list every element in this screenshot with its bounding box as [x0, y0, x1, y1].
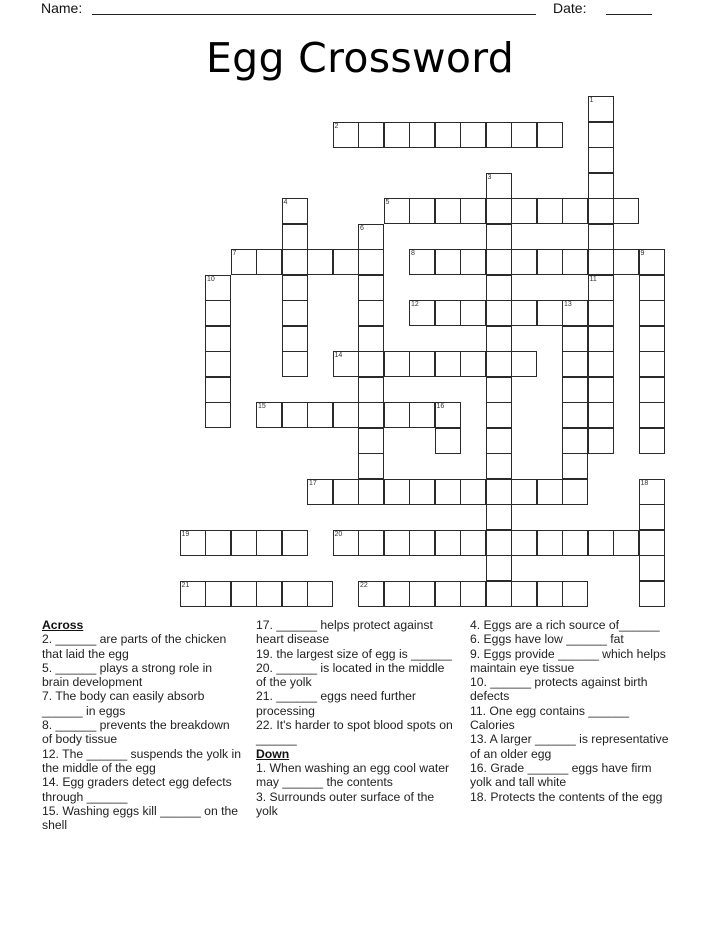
crossword-cell[interactable]: [511, 198, 537, 224]
clue-number: 4: [283, 199, 288, 206]
crossword-cell[interactable]: [282, 275, 308, 301]
crossword-cell[interactable]: [486, 275, 512, 301]
crossword-cell[interactable]: [384, 351, 410, 377]
clue-item-text: Grade ______ eggs have firm yolk and tall white: [470, 760, 652, 790]
crossword-cell[interactable]: [486, 453, 512, 479]
clue-item: [470, 675, 670, 704]
name-label: Name:: [41, 0, 83, 16]
clue-number: 10: [207, 275, 215, 283]
crossword-cell[interactable]: [358, 249, 384, 275]
clue-item: [42, 804, 242, 833]
crossword-cell[interactable]: [562, 249, 588, 275]
clue-item: [42, 718, 242, 747]
crossword-cell[interactable]: [639, 504, 665, 530]
crossword-cell[interactable]: [537, 249, 563, 275]
clue-item: [256, 689, 456, 718]
crossword-cell[interactable]: [537, 581, 563, 607]
date-label: Date:: [553, 0, 587, 16]
crossword-cell[interactable]: [588, 402, 614, 428]
crossword-cell[interactable]: [333, 402, 359, 428]
crossword-cell[interactable]: [435, 300, 461, 326]
crossword-cell[interactable]: [588, 147, 614, 173]
crossword-cell[interactable]: [384, 479, 410, 505]
crossword-cell[interactable]: [639, 402, 665, 428]
clue-number: 7: [232, 250, 237, 257]
clues-column-2: [256, 618, 456, 818]
clue-item-number: 11.: [470, 703, 487, 718]
clue-item-number: 19.: [256, 646, 273, 661]
crossword-cell[interactable]: [282, 198, 308, 224]
crossword-cell[interactable]: [460, 479, 486, 505]
crossword-cell[interactable]: [562, 453, 588, 479]
clue-number: 22: [360, 581, 368, 589]
clue-item-number: 18.: [470, 789, 487, 804]
clue-item-number: 10.: [470, 675, 487, 690]
clue-item-number: 9.: [470, 646, 481, 661]
crossword-cell[interactable]: [639, 530, 665, 556]
crossword-cell[interactable]: [435, 530, 461, 556]
crossword-cell[interactable]: [435, 581, 461, 607]
crossword-cell[interactable]: [435, 351, 461, 377]
crossword-cell[interactable]: [588, 377, 614, 403]
crossword-cell[interactable]: [256, 249, 282, 275]
clue-item-number: 5.: [42, 660, 53, 675]
clue-number: 20: [334, 530, 343, 538]
crossword-cell[interactable]: [460, 122, 486, 148]
crossword-cell[interactable]: [639, 300, 665, 326]
clue-number: 13: [564, 301, 572, 308]
crossword-cell[interactable]: [486, 122, 512, 148]
crossword-cell[interactable]: [511, 300, 537, 326]
crossword-cell[interactable]: [282, 351, 308, 377]
crossword-cell[interactable]: [384, 530, 410, 556]
clue-number: 1: [589, 97, 594, 104]
crossword-cell[interactable]: [613, 198, 639, 224]
clues-column-1: [42, 618, 242, 832]
crossword-cell[interactable]: [282, 249, 308, 275]
clue-number: 11: [589, 275, 597, 283]
crossword-cell[interactable]: [562, 351, 588, 377]
clue-item: [470, 618, 670, 632]
crossword-cell[interactable]: [588, 198, 614, 224]
clue-item: [470, 647, 670, 676]
crossword-cell[interactable]: [435, 122, 461, 148]
crossword-cell[interactable]: [282, 300, 308, 326]
crossword-cell[interactable]: [282, 530, 308, 556]
crossword-cell[interactable]: [486, 173, 512, 199]
crossword-cell[interactable]: [358, 275, 384, 301]
clue-item-text: Washing eggs kill ______ on the shell: [42, 803, 239, 833]
clue-item-text: Surrounds outer surface of the yolk: [256, 789, 435, 818]
clue-item-number: 20.: [256, 660, 273, 675]
crossword-cell[interactable]: [460, 300, 486, 326]
crossword-cell[interactable]: [282, 402, 308, 428]
crossword-cell[interactable]: [588, 275, 614, 301]
crossword-cell[interactable]: [588, 122, 614, 148]
page-title: Egg Crossword: [205, 34, 515, 82]
crossword-cell[interactable]: [460, 581, 486, 607]
crossword-cell[interactable]: [307, 249, 333, 275]
crossword-cell[interactable]: [333, 351, 359, 377]
crossword-cell[interactable]: [358, 300, 384, 326]
clue-item-number: 4.: [470, 618, 481, 632]
crossword-cell[interactable]: [435, 198, 461, 224]
crossword-cell[interactable]: [384, 581, 410, 607]
clues-column-3: [470, 618, 670, 804]
clue-item-number: 2.: [42, 632, 53, 647]
clue-number: 9: [640, 250, 645, 257]
crossword-cell[interactable]: [435, 402, 461, 428]
clue-number: 21: [181, 581, 190, 589]
clue-number: 19: [181, 530, 190, 538]
crossword-cell[interactable]: [486, 300, 512, 326]
clue-item-text: It's harder to spot blood spots on ______: [256, 718, 453, 747]
crossword-cell[interactable]: [588, 300, 614, 326]
crossword-cell[interactable]: [613, 249, 639, 275]
across-clue-list: [42, 632, 242, 832]
crossword-cell[interactable]: [358, 326, 384, 352]
crossword-cell[interactable]: [460, 198, 486, 224]
crossword-cell[interactable]: [588, 428, 614, 454]
crossword-cell[interactable]: [588, 326, 614, 352]
clue-number: 16: [436, 403, 445, 410]
crossword-cell[interactable]: [205, 300, 231, 326]
clue-item-number: 22.: [256, 718, 273, 733]
crossword-cell[interactable]: [486, 326, 512, 352]
crossword-cell[interactable]: [231, 530, 257, 556]
crossword-cell[interactable]: [307, 581, 333, 607]
crossword-cell[interactable]: [562, 428, 588, 454]
clue-number: 8: [411, 250, 415, 257]
crossword-cell[interactable]: [588, 173, 614, 199]
clue-number: 6: [360, 224, 364, 232]
crossword-cell[interactable]: [588, 351, 614, 377]
clue-item: [256, 647, 456, 661]
crossword-cell[interactable]: [511, 479, 537, 505]
clue-item-number: 7.: [42, 689, 53, 704]
crossword-cell[interactable]: [562, 479, 588, 505]
clue-item-text: When washing an egg cool water may ______ the contents: [256, 760, 450, 790]
crossword-cell[interactable]: [588, 249, 614, 275]
crossword-cell[interactable]: [180, 581, 206, 607]
clue-item: [256, 718, 456, 747]
clue-item-number: 14.: [42, 775, 59, 790]
crossword-cell[interactable]: [639, 555, 665, 581]
crossword-cell[interactable]: [537, 198, 563, 224]
crossword-cell[interactable]: [588, 96, 614, 122]
crossword-cell[interactable]: [205, 402, 231, 428]
crossword-cell[interactable]: [358, 377, 384, 403]
clue-item: [256, 761, 456, 790]
crossword-cell[interactable]: [409, 479, 435, 505]
clue-item-text: One egg contains ______ Calories: [470, 703, 630, 733]
clue-item-text: ______ protects against birth defects: [470, 675, 648, 704]
clue-item: [42, 632, 242, 661]
crossword-cell[interactable]: [358, 122, 384, 148]
crossword-cell[interactable]: [639, 479, 665, 505]
crossword-cell[interactable]: [409, 581, 435, 607]
crossword-cell[interactable]: [537, 300, 563, 326]
crossword-cell[interactable]: [205, 530, 231, 556]
clue-item: [470, 732, 670, 761]
clue-item-number: 1.: [256, 760, 267, 775]
crossword-cell[interactable]: [486, 198, 512, 224]
clue-item-text: ______ plays a strong role in brain development: [42, 660, 213, 690]
crossword-cell[interactable]: [409, 402, 435, 428]
crossword-cell[interactable]: [358, 402, 384, 428]
crossword-cell[interactable]: [231, 581, 257, 607]
clue-item-text: Eggs provide ______ which helps maintain eye tissue: [470, 646, 666, 675]
crossword-cell[interactable]: [511, 581, 537, 607]
clue-item-text: ______ are parts of the chicken that laid the egg: [42, 632, 227, 661]
crossword-cell[interactable]: [537, 530, 563, 556]
crossword-cell[interactable]: [358, 428, 384, 454]
crossword-cell[interactable]: [435, 479, 461, 505]
crossword-cell[interactable]: [639, 326, 665, 352]
crossword-cell[interactable]: [486, 224, 512, 250]
crossword-cell[interactable]: [639, 351, 665, 377]
crossword-cell[interactable]: [562, 326, 588, 352]
crossword-cell[interactable]: [562, 377, 588, 403]
clue-item: [42, 747, 242, 776]
clue-number: 15: [258, 403, 266, 410]
crossword-cell[interactable]: [588, 224, 614, 250]
crossword-cell[interactable]: [435, 428, 461, 454]
crossword-cell[interactable]: [486, 402, 512, 428]
clue-item-number: 3.: [256, 789, 267, 804]
clue-item: [470, 704, 670, 733]
crossword-cell[interactable]: [256, 530, 282, 556]
clue-item: [42, 775, 242, 804]
clue-item: [42, 689, 242, 718]
crossword-cell[interactable]: [282, 326, 308, 352]
crossword-cell[interactable]: [562, 530, 588, 556]
clue-item-number: 16.: [470, 760, 487, 775]
crossword-cell[interactable]: [409, 351, 435, 377]
crossword-cell[interactable]: [384, 198, 410, 224]
crossword-cell[interactable]: [358, 224, 384, 250]
crossword-cell[interactable]: [358, 530, 384, 556]
crossword-cell[interactable]: [511, 351, 537, 377]
clue-item-text: Egg graders detect egg defects through ______: [42, 775, 232, 804]
crossword-cell[interactable]: [486, 351, 512, 377]
crossword-cell[interactable]: [409, 300, 435, 326]
down-heading: Down: [256, 746, 290, 761]
crossword-cell[interactable]: [639, 275, 665, 301]
clue-item-text: the largest size of egg is ______: [272, 646, 452, 661]
crossword-cell[interactable]: [486, 479, 512, 505]
crossword-cell[interactable]: [639, 377, 665, 403]
crossword-cell[interactable]: [205, 326, 231, 352]
crossword-cell[interactable]: [409, 198, 435, 224]
clue-item: [470, 790, 670, 804]
clue-item-number: 6.: [470, 632, 481, 647]
clue-item-text: The body can easily absorb ______ in eggs: [42, 689, 205, 718]
crossword-cell[interactable]: [486, 249, 512, 275]
clue-item: [470, 761, 670, 790]
crossword-cell[interactable]: [486, 530, 512, 556]
clue-number: 12: [411, 301, 419, 308]
clue-item-number: 12.: [42, 746, 59, 761]
crossword-cell[interactable]: [205, 581, 231, 607]
clue-number: 3: [487, 173, 492, 181]
clue-number: 2: [334, 122, 339, 130]
crossword-cell[interactable]: [358, 581, 384, 607]
crossword-cell[interactable]: [205, 275, 231, 301]
crossword-cell[interactable]: [537, 122, 563, 148]
crossword-cell[interactable]: [460, 530, 486, 556]
crossword-cell[interactable]: [307, 402, 333, 428]
clue-item-text: A larger ______ is representative of an older egg: [470, 732, 669, 761]
across-heading: Across: [42, 618, 84, 632]
crossword-cell[interactable]: [486, 504, 512, 530]
clue-item-number: 13.: [470, 732, 487, 747]
crossword-cell[interactable]: [333, 479, 359, 505]
crossword-cell[interactable]: [384, 122, 410, 148]
clue-number: 5: [385, 199, 390, 206]
crossword-cell[interactable]: [358, 479, 384, 505]
down-clue-list: [256, 761, 456, 818]
clue-item-number: 21.: [256, 689, 273, 704]
clue-item: [256, 661, 456, 690]
crossword-cell[interactable]: [282, 581, 308, 607]
crossword-cell[interactable]: [409, 122, 435, 148]
clue-item: [256, 618, 456, 647]
crossword-cell[interactable]: [486, 581, 512, 607]
crossword-cell[interactable]: [435, 249, 461, 275]
crossword-cell[interactable]: [639, 249, 665, 275]
crossword-cell[interactable]: [562, 402, 588, 428]
crossword-cell[interactable]: [639, 428, 665, 454]
clue-item-text: The ______ suspends the yolk in the middle of the egg: [42, 746, 241, 775]
crossword-cell[interactable]: [409, 530, 435, 556]
crossword-cell[interactable]: [409, 249, 435, 275]
clue-number: 18: [640, 479, 649, 487]
crossword-cell[interactable]: [511, 530, 537, 556]
crossword-cell[interactable]: [205, 377, 231, 403]
crossword-cell[interactable]: [384, 402, 410, 428]
crossword-cell[interactable]: [562, 581, 588, 607]
crossword-cell[interactable]: [231, 249, 257, 275]
clue-item-text: ______ helps protect against heart disease: [256, 618, 433, 647]
crossword-cell[interactable]: [358, 453, 384, 479]
clue-item-text: ______ is located in the middle of the yolk: [256, 660, 445, 690]
clue-number: 17: [309, 479, 317, 487]
crossword-cell[interactable]: [511, 122, 537, 148]
clue-item-text: Eggs are a rich source of______: [480, 618, 660, 632]
crossword-cell[interactable]: [333, 249, 359, 275]
clue-item-text: Eggs have low ______ fat: [480, 632, 624, 647]
crossword-cell[interactable]: [588, 530, 614, 556]
clue-item-number: 17.: [256, 618, 273, 632]
crossword-cell[interactable]: [307, 479, 333, 505]
clue-item: [42, 661, 242, 690]
crossword-cell[interactable]: [537, 479, 563, 505]
crossword-cell[interactable]: [358, 351, 384, 377]
crossword-cell[interactable]: [256, 402, 282, 428]
crossword-cell[interactable]: [613, 530, 639, 556]
crossword-cell[interactable]: [511, 249, 537, 275]
crossword-cell[interactable]: [180, 530, 206, 556]
crossword-cell[interactable]: [562, 198, 588, 224]
across-clue-list-cont: [256, 618, 456, 747]
crossword-cell[interactable]: [205, 351, 231, 377]
down-clue-list-cont: [470, 618, 670, 804]
clue-item-text: Protects the contents of the egg: [486, 789, 663, 804]
crossword-cell[interactable]: [486, 555, 512, 581]
crossword-cell[interactable]: [333, 122, 359, 148]
crossword-cell[interactable]: [562, 300, 588, 326]
clue-item: [256, 790, 456, 819]
clue-item: [470, 632, 670, 646]
clue-item-number: 15.: [42, 803, 59, 818]
crossword-cell[interactable]: [639, 581, 665, 607]
crossword-cell[interactable]: [486, 377, 512, 403]
clue-item-text: ______ prevents the breakdown of body tissue: [42, 718, 230, 747]
crossword-cell[interactable]: [282, 224, 308, 250]
crossword-cell[interactable]: [333, 530, 359, 556]
clue-number: 14: [334, 352, 343, 359]
clue-item-text: ______ eggs need further processing: [256, 689, 416, 718]
crossword-cell[interactable]: [460, 249, 486, 275]
clue-item-number: 8.: [42, 718, 53, 733]
crossword-cell[interactable]: [486, 428, 512, 454]
crossword-cell[interactable]: [256, 581, 282, 607]
crossword-cell[interactable]: [460, 351, 486, 377]
